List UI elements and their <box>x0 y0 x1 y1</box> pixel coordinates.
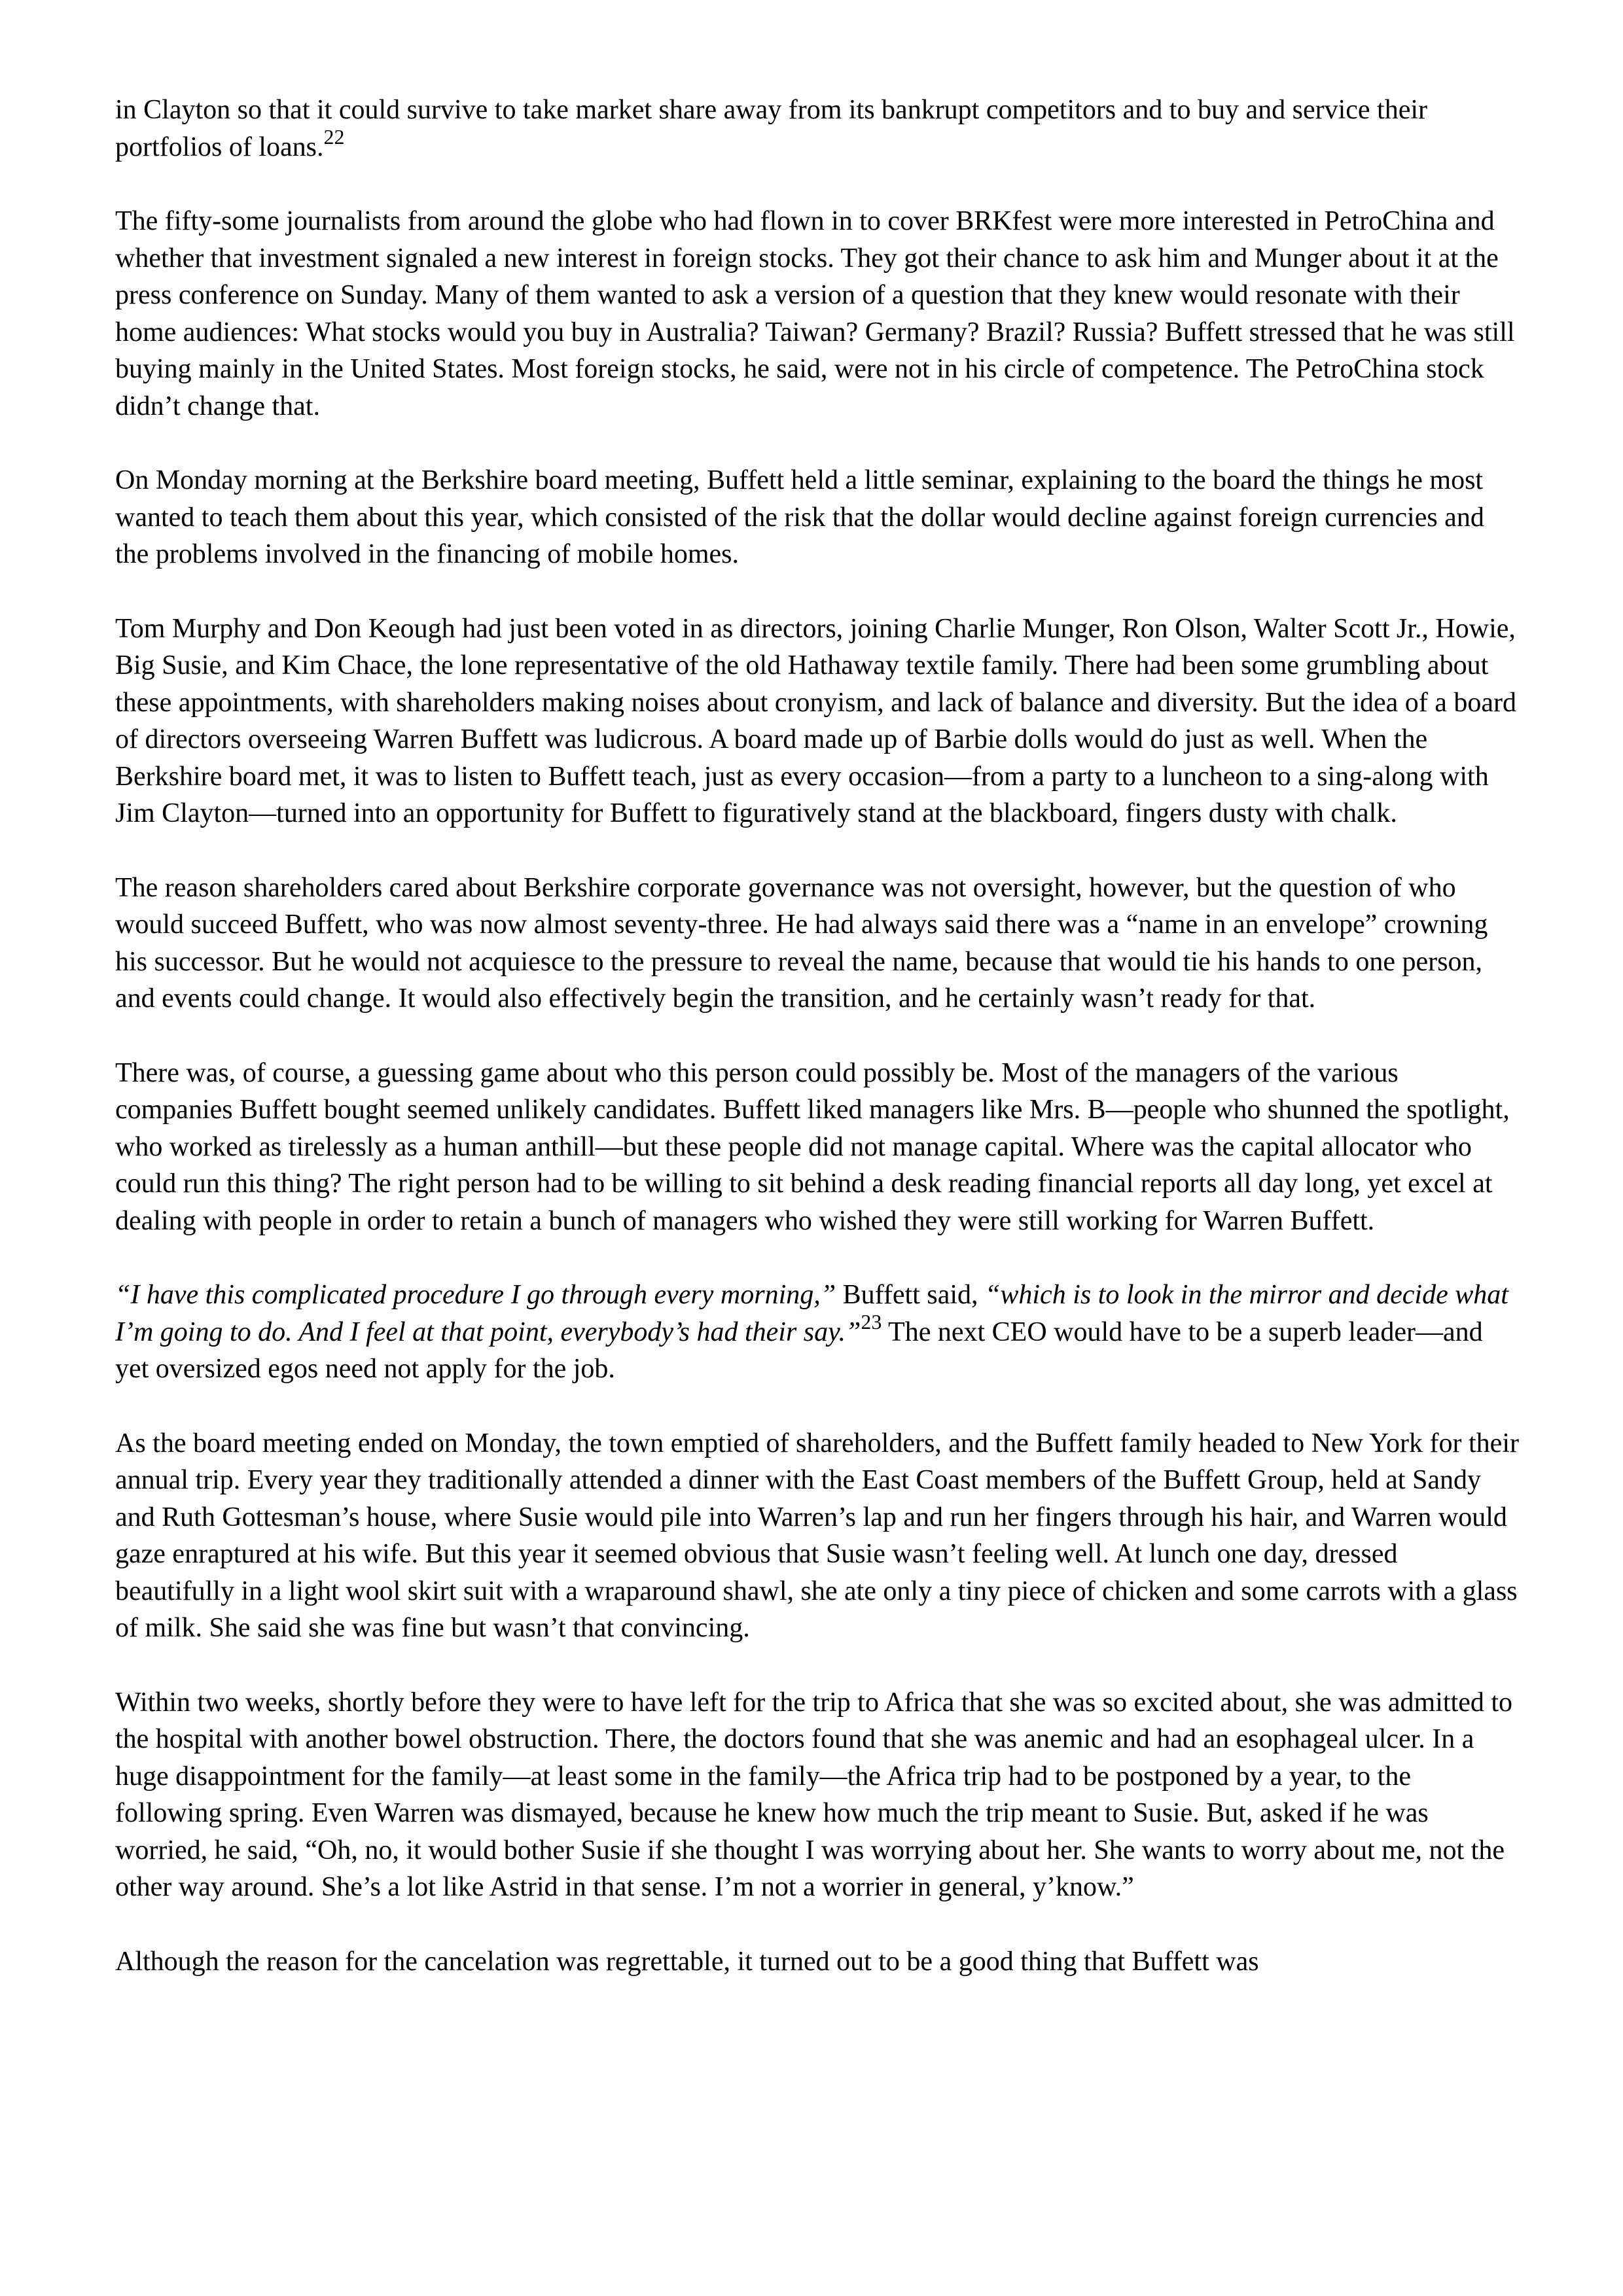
paragraph-text: On Monday morning at the Berkshire board meeting, Buffett held a little seminar, explaining to the board the things he most wanted to teach them about this year, which consisted of the risk that the dollar would decline against foreign currencies and the problems involved in the financing of mobile homes. <box>115 465 1484 569</box>
body-paragraph-2 <box>115 203 1522 425</box>
paragraph-text: The reason shareholders cared about Berkshire corporate governance was not oversight, however, but the question of who would succeed Buffett, who was now almost seventy-three. He had always said there was a “name in an envelope” crowning his successor. But he would not acquiesce to the pressure to reveal the name, because that would tie his hands to one person, and events could change. It would also effectively begin the transition, and he certainly wasn’t ready for that. <box>115 872 1488 1014</box>
footnote-ref-23[interactable]: 23 <box>861 1309 882 1333</box>
quote-paragraph-rest: The next CEO would have to be a superb leader—and yet oversized egos need not apply for the job. <box>115 1316 1483 1384</box>
document-page <box>115 92 1522 1980</box>
body-paragraph-5 <box>115 870 1522 1017</box>
quote-paragraph <box>115 1277 1522 1388</box>
body-paragraph-3 <box>115 462 1522 573</box>
paragraph-text: Within two weeks, shortly before they were to have left for the trip to Africa that she was so excited about, she was admitted to the hospital with another bowel obstruction. There, the doctors found that she was anemic and had an esophageal ulcer. In a huge disappointment for the family—at least some in the family—the Africa trip had to be postponed by a year, to the following spring. Even Warren was dismayed, because he knew how much the trip meant to Susie. But, asked if he was worried, he said, “Oh, no, it would bother Susie if she thought I was worrying about her. She wants to worry about me, not the other way around. She’s a lot like Astrid in that sense. I’m not a worrier in general, y’know.” <box>115 1687 1513 1902</box>
quote-attribution: Buffett said, <box>836 1280 986 1310</box>
paragraph-text: Although the reason for the cancelation was regrettable, it turned out to be a good thing that Buffett was <box>115 1946 1259 1977</box>
body-paragraph-10 <box>115 1943 1522 1981</box>
quote-part-1: “I have this complicated procedure I go through every morning,” <box>115 1280 836 1310</box>
paragraph-text: There was, of course, a guessing game about who this person could possibly be. Most of the managers of the various companies Buffett bought seemed unlikely candidates. Buffett liked managers like Mrs. B—people who shunned the spotlight, who worked as tirelessly as a human anthill—but these people did not manage capital. Where was the capital allocator who could run this thing? The right person had to be willing to sit behind a desk reading financial reports all day long, yet excel at dealing with people in order to retain a bunch of managers who wished they were still working for Warren Buffett. <box>115 1057 1510 1236</box>
paragraph-text: As the board meeting ended on Monday, the town emptied of shareholders, and the Buffett family headed to New York for their annual trip. Every year they traditionally attended a dinner with the East Coast members of the Buffett Group, held at Sandy and Ruth Gottesman’s house, where Susie would pile into Warren’s lap and run her fingers through his hair, and Warren would gaze enraptured at his wife. But this year it seemed obvious that Susie wasn’t feeling well. At lunch one day, dressed beautifully in a light wool skirt suit with a wraparound shawl, she ate only a tiny piece of chicken and some carrots with a glass of milk. She said she was fine but wasn’t that convincing. <box>115 1428 1519 1643</box>
body-paragraph-1 <box>115 92 1522 166</box>
body-paragraph-9 <box>115 1684 1522 1906</box>
paragraph-text: The fifty-some journalists from around the globe who had flown in to cover BRKfest were more interested in PetroChina and whether that investment signaled a new interest in foreign stocks. They got their chance to ask him and Munger about it at the press conference on Sunday. Many of them wanted to ask a version of a question that they knew would resonate with their home audiences: What stocks would you buy in Australia? Taiwan? Germany? Brazil? Russia? Buffett stressed that he was still buying mainly in the United States. Most foreign stocks, he said, were not in his circle of competence. The PetroChina stock didn’t change that. <box>115 206 1515 421</box>
quote-part-2: “which is to look in the mirror and decide what I’m going to do. And I feel at that point, everybody’s had their say.” <box>115 1280 1508 1347</box>
paragraph-text: in Clayton so that it could survive to take market share away from its bankrupt competitors and to buy and service their portfolios of loans. <box>115 95 1427 162</box>
paragraph-text: Tom Murphy and Don Keough had just been voted in as directors, joining Charlie Munger, Ron Olson, Walter Scott Jr., Howie, Big Susie, and Kim Chace, the lone representative of the old Hathaway textile family. There had been some grumbling about these appointments, with shareholders making noises about cronyism, and lack of balance and diversity. But the idea of a board of directors overseeing Warren Buffett was ludicrous. A board made up of Barbie dolls would do just as well. When the Berkshire board met, it was to listen to Buffett teach, just as every occasion—from a party to a luncheon to a sing-along with Jim Clayton—turned into an opportunity for Buffett to figuratively stand at the blackboard, fingers dusty with chalk. <box>115 613 1517 828</box>
body-paragraph-8 <box>115 1425 1522 1647</box>
footnote-ref-22[interactable]: 22 <box>323 124 345 149</box>
body-paragraph-6 <box>115 1055 1522 1240</box>
body-paragraph-4 <box>115 610 1522 832</box>
